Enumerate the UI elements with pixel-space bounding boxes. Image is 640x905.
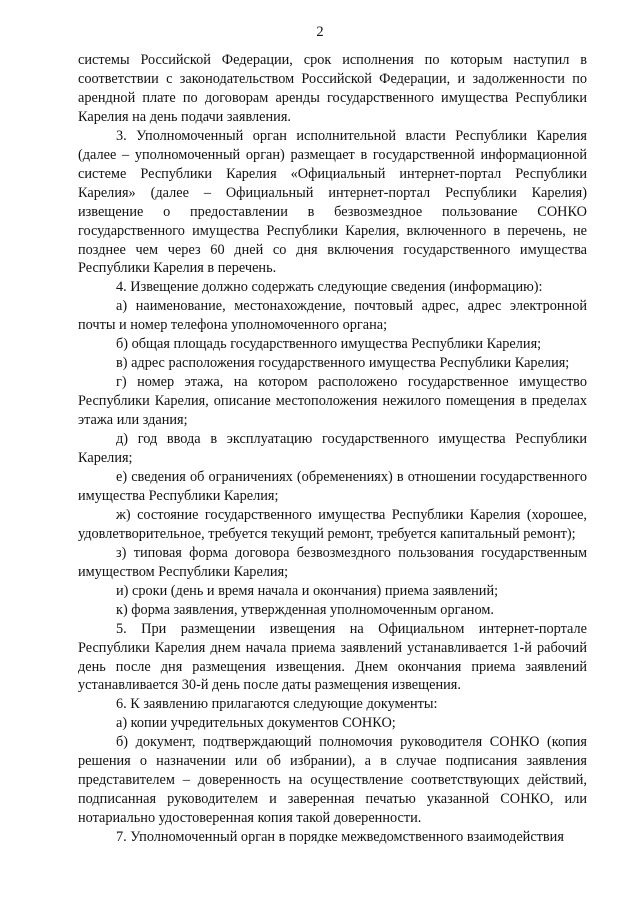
paragraph-item-3: 3. Уполномоченный орган исполнительной власти Республики Карелия (далее – уполномоченный орган) размещает в государственной информационной системе Республики Карелия «Официальный интернет-портал Республики Карелия» (далее – Официальный интернет-портал Республики Карелия) извещение о предоставлении в безвозмездное пользование СОНКО государственного имущества Республики Карелия, включенного в перечень, не позднее чем через 60 дней со дня включения государственного имущества Республики Карелия в перечень. bbox=[78, 127, 587, 277]
document-body bbox=[78, 51, 587, 847]
list-item-b-docs: б) документ, подтверждающий полномочия руководителя СОНКО (копия решения о назначении или об избрании), а в случае подписания заявления представителем – доверенность на осуществление соответствующих действий, подписанная руководителем и заверенная печатью указанной СОНКО, или нотариально удостоверенная копия такой доверенности. bbox=[78, 734, 587, 827]
paragraph-continuation: системы Российской Федерации, срок исполнения по которым наступил в соответствии с законодательством Российской Федерации, и задолженности по арендной плате по договорам аренды государственного имущества Республики Карелия на день подачи заявления. bbox=[78, 52, 587, 125]
paragraph-item-4: 4. Извещение должно содержать следующие сведения (информацию): bbox=[116, 279, 543, 296]
list-item-a: а) наименование, местонахождение, почтовый адрес, адрес электронной почты и номер телефона уполномоченного органа; bbox=[78, 298, 587, 334]
paragraph-item-7: 7. Уполномоченный орган в порядке межведомственного взаимодействия bbox=[116, 829, 564, 846]
paragraph-item-5: 5. При размещении извещения на Официальном интернет-портале Республики Карелия днем начала приема заявлений устанавливается 1-й рабочий день после дня размещения извещения. Днем окончания приема заявлений устанавливается 30-й день после даты размещения извещения. bbox=[78, 620, 587, 694]
list-item-zh: ж) состояние государственного имущества Республики Карелия (хорошее, удовлетворительное, требуется текущий ремонт, требуется капитальный ремонт); bbox=[78, 506, 587, 542]
list-item-v: в) адрес расположения государственного имущества Республики Карелия; bbox=[116, 355, 570, 372]
paragraph-item-6: 6. К заявлению прилагаются следующие документы: bbox=[116, 696, 438, 713]
list-item-k: к) форма заявления, утвержденная уполномоченным органом. bbox=[116, 601, 494, 618]
list-item-i: и) сроки (день и время начала и окончания) приема заявлений; bbox=[116, 582, 499, 599]
list-item-b: б) общая площадь государственного имущества Республики Карелия; bbox=[116, 336, 542, 353]
page-number: 2 bbox=[316, 24, 324, 40]
list-item-e: е) сведения об ограничениях (обременениях) в отношении государственного имущества Республики Карелия; bbox=[78, 468, 587, 504]
list-item-d: д) год ввода в эксплуатацию государственного имущества Республики Карелия; bbox=[78, 431, 587, 467]
list-item-a-docs: а) копии учредительных документов СОНКО; bbox=[116, 715, 396, 732]
list-item-g: г) номер этажа, на котором расположено государственное имущество Республики Карелия, описание местоположения нежилого помещения в пределах этажа или здания; bbox=[78, 374, 587, 429]
list-item-z: з) типовая форма договора безвозмездного пользования государственным имуществом Республики Карелия; bbox=[78, 544, 587, 580]
